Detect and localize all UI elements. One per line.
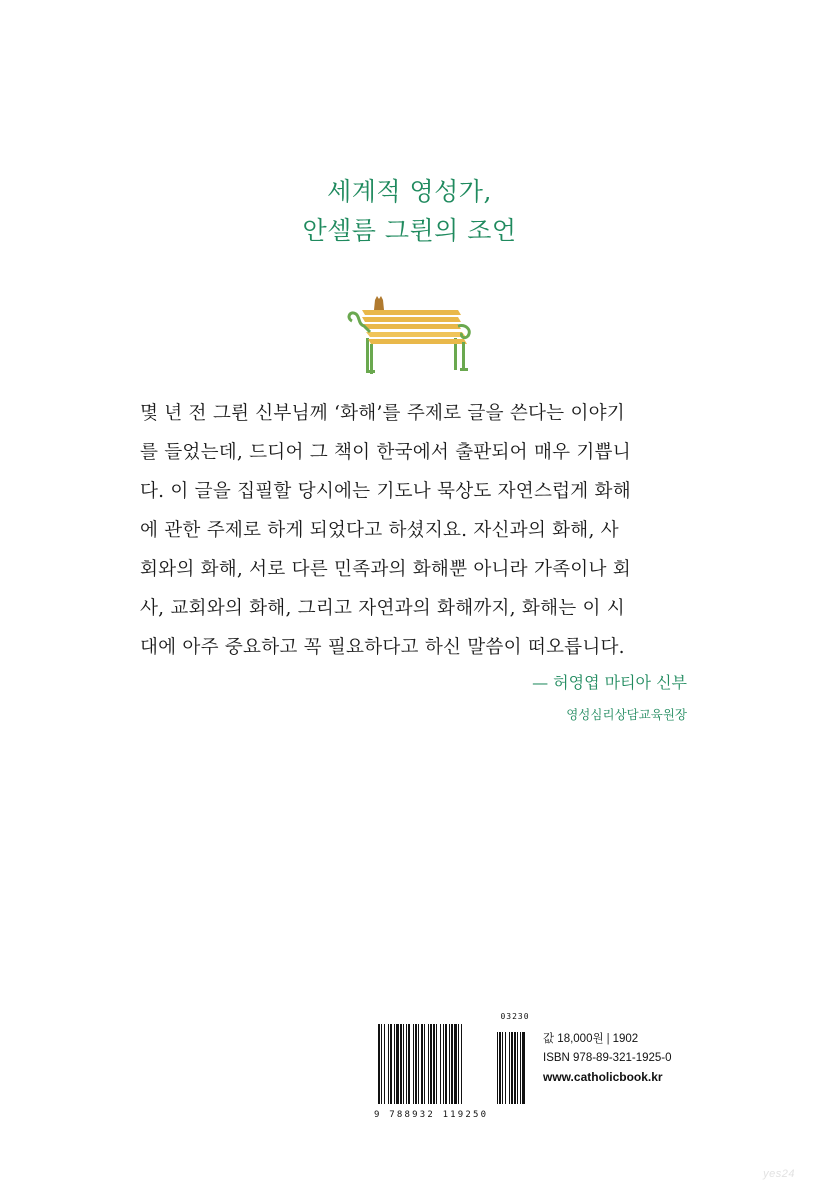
price: 값 18,000원 bbox=[543, 1033, 604, 1045]
corner-watermark: yes24 bbox=[763, 1168, 795, 1180]
price-separator: | bbox=[606, 1033, 610, 1045]
quote-line: 몇 년 전 그륀 신부님께 ‘화해’를 주제로 글을 쓴다는 이야기 bbox=[140, 403, 625, 424]
quote-line: 사, 교회와의 화해, 그리고 자연과의 화해까지, 화해는 이 시 bbox=[140, 598, 625, 619]
price-line bbox=[543, 1030, 672, 1049]
quote-affiliation: 영성심리상담교육원장 bbox=[566, 707, 687, 722]
quote-attribution: — 허영엽 마티아 신부 bbox=[532, 673, 687, 692]
barcode-ean-number: 9 788932 119250 bbox=[374, 1110, 489, 1120]
book-info bbox=[543, 1030, 672, 1087]
headline bbox=[0, 172, 819, 250]
headline-line-2: 안셀름 그륀의 조언 bbox=[302, 216, 517, 245]
quote-line: 에 관한 주제로 하게 되었다고 하셨지요. 자신과의 화해, 사 bbox=[140, 520, 619, 541]
quote-line: 회와의 화해, 서로 다른 민족과의 화해뿐 아니라 가족이나 회 bbox=[140, 559, 631, 580]
category-code: 1902 bbox=[612, 1033, 639, 1045]
bench-icon bbox=[340, 296, 480, 376]
isbn-barcode bbox=[374, 1012, 536, 1120]
barcode-bars bbox=[374, 1022, 536, 1108]
publisher-url[interactable]: www.catholicbook.kr bbox=[543, 1070, 663, 1084]
isbn: ISBN 978-89-321-1925-0 bbox=[543, 1052, 672, 1064]
quote-line: 다. 이 글을 집필할 당시에는 기도나 묵상도 자연스럽게 화해 bbox=[140, 481, 631, 502]
quote-line: 를 들었는데, 드디어 그 책이 한국에서 출판되어 매우 기쁩니 bbox=[140, 442, 631, 463]
headline-line-1: 세계적 영성가, bbox=[327, 177, 492, 206]
barcode-addon-number: 03230 bbox=[500, 1012, 530, 1021]
quote-text bbox=[140, 394, 700, 667]
quote-line: 대에 아주 중요하고 꼭 필요하다고 하신 말씀이 떠오릅니다. bbox=[140, 637, 625, 658]
